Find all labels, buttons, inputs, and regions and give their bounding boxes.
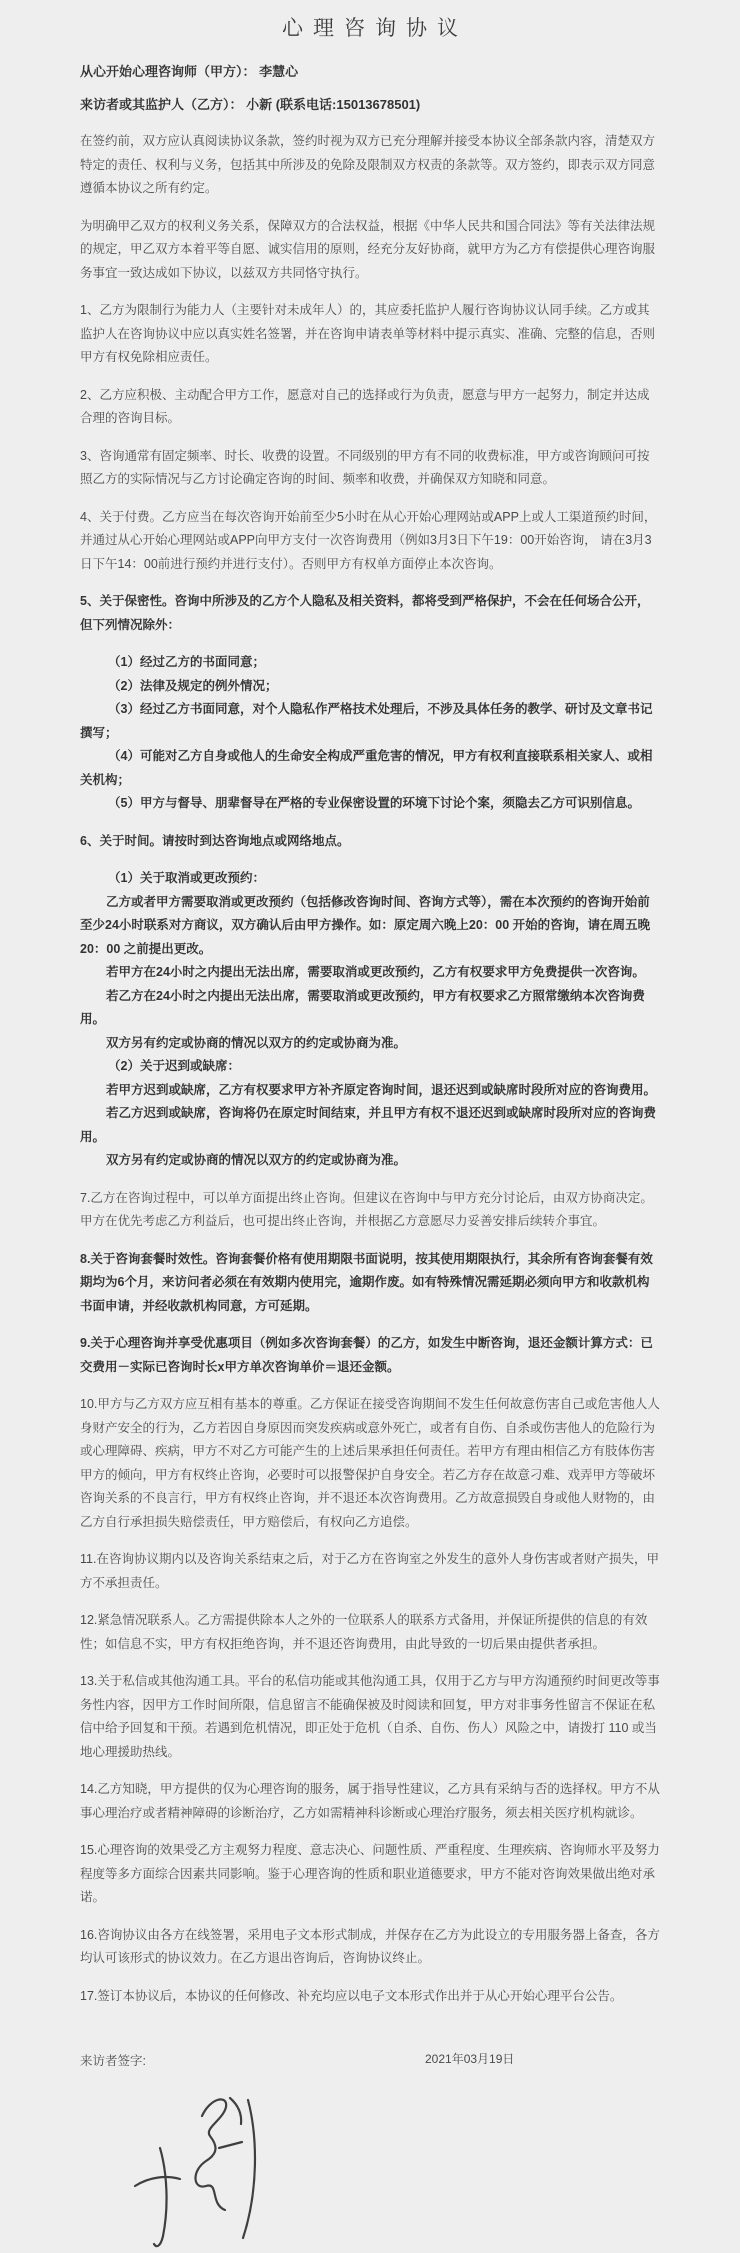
clause-12: 12.紧急情况联系人。乙方需提供除本人之外的一位联系人的联系方式备用，并保证所提供的信息的有效性；如信息不实，甲方有权拒绝咨询，并不退还咨询费用，由此导致的一切后果由提供者承担。 [80,1613,648,1651]
clause-8: 8.关于咨询套餐时效性。咨询套餐价格有使用期限书面说明，按其使用期限执行，其余所有咨询套餐有效期均为6个月，来访问者必须在有效期内使用完，逾期作废。如有特殊情况需延期必须向甲方和收款机构书面申请，并经收款机构同意，方可延期。 [80,1251,653,1313]
clause-15: 15.心理咨询的效果受乙方主观努力程度、意志决心、问题性质、严重程度、生理疾病、咨询师水平及努力程度等多方面综合因素共同影响。鉴于心理咨询的性质和职业道德要求，甲方不能对咨询效果做出绝对承诺。 [80,1843,660,1904]
clause-7: 7.乙方在咨询过程中，可以单方面提出终止咨询。但建议在咨询中与甲方充分讨论后，由双方协商决定。甲方在优先考虑乙方利益后，也可提出终止咨询，并根据乙方意愿尽力妥善安排后续转介事宜。 [80,1190,653,1228]
clause-1: 1、乙方为限制行为能力人（主要针对未成年人）的，其应委托监护人履行咨询协议认同手续。乙方或其监护人在咨询协议中应以真实姓名签署，并在咨询申请表单等材料中提示真实、准确、完整的信息，否则甲方有权免除相应责任。 [80,303,656,364]
signing-date: 2021年03月19日 [425,2052,515,2066]
intro-paragraph-2: 为明确甲乙双方的权利义务关系，保障双方的合法权益，根据《中华人民共和国合同法》等有关法律法规的规定，甲乙双方本着平等自愿、诚实信用的原则，经充分友好协商，就甲方为乙方有偿提供心理咨询服务事宜一致达成如下协议，以兹双方共同恪守执行。 [80,218,656,280]
clause-3: 3、咨询通常有固定频率、时长、收费的设置。不同级别的甲方有不同的收费标准，甲方或咨询顾问可按照乙方的实际情况与乙方讨论确定咨询的时间、频率和收费，并确保双方知晓和同意。 [80,448,650,486]
intro-paragraph-1: 在签约前，双方应认真阅读协议条款，签约时视为双方已充分理解并接受本协议全部条款内容，清楚双方特定的责任、权利与义务，包括其中所涉及的免除及限制双方权责的条款等。双方签约，即表示双方同意遵循本协议之所有约定。 [80,134,656,195]
signature-stroke [230,2098,241,2124]
clause-2: 2、乙方应积极、主动配合甲方工作，愿意对自己的选择或行为负责，愿意与甲方一起努力，制定并达成合理的咨询目标。 [80,387,650,425]
signature-stroke [243,2100,255,2238]
clause-5-items [80,651,660,816]
clause-17: 17.签订本协议后，本协议的任何修改、补充均应以电子文本形式作出并于从心开始心理平台公告。 [80,1988,623,2003]
clause-5-item-2: （2）法律及规定的例外情况； [108,678,278,693]
clause-5-item-1: （1）经过乙方的书面同意； [108,655,265,669]
clause-4: 4、关于付费。乙方应当在每次咨询开始前至少5小时在从心开始心理网站或APP上或人工渠道预约时间，并通过从心开始心理网站或APP向甲方支付一次咨询费用（例如3月3日下午19：00开始咨询， 请在3月3日下午14：00前进行预约并进行支付）。否则甲方有权单方面停止本次咨询。 [80,509,657,571]
clause-6-sub1-line-1: 乙方或者甲方需要取消或更改预约（包括修改咨询时间、咨询方式等），需在本次预约的咨询开始前至少24小时联系对方商议，双方确认后由甲方操作。如：原定周六晚上20：00 开始的咨询，请在周五晚 20：00 之前提出更改。 [80,894,651,956]
clause-9: 9.关于心理咨询并享受优惠项目（例如多次咨询套餐）的乙方，如发生中断咨询，退还金额计算方式：已交费用－实际已咨询时长x甲方单次咨询单价＝退还金额。 [80,1336,653,1374]
signature-stroke [219,2142,242,2148]
clause-13: 13.关于私信或其他沟通工具。平台的私信功能或其他沟通工具，仅用于乙方与甲方沟通预约时间更改等事务性内容，因甲方工作时间所限，信息留言不能确保被及时阅读和回复，甲方对非事务性留言不保证在私信中给予回复和干预。若遇到危机情况，即正处于危机（自杀、自伤、伤人）风险之中，请拨打 110 或当地心理援助热线。 [80,1674,660,1759]
clause-6-sub2-line-3: 双方另有约定或协商的情况以双方的约定或协商为准。 [106,1153,407,1167]
clause-5-head: 5、关于保密性。咨询中所涉及的乙方个人隐私及相关资料，都将受到严格保护，不会在任何场合公开，但下列情况除外： [80,594,650,632]
signature-label: 来访者签字: [80,2054,146,2068]
clause-5-item-5: （5）甲方与督导、朋辈督导在严格的专业保密设置的环境下讨论个案，须隐去乙方可识别信息。 [108,796,640,810]
clause-6-sub1-line-2: 若甲方在24小时之内提出无法出席，需要取消或更改预约，乙方有权要求甲方免费提供一次咨询。 [106,965,645,979]
party-b-line: 来访者或其监护人（乙方）： 小新 (联系电话:15013678501) [80,97,421,112]
page-title: 心理咨询协议 [282,17,468,40]
signature-stroke [135,2177,180,2186]
signature-stroke [195,2099,226,2210]
party-a-line: 从心开始心理咨询师（甲方）： 李慧心 [80,64,299,79]
clause-5-item-3: （3）经过乙方书面同意，对个人隐私作严格技术处理后，不涉及具体任务的教学、研讨及文章书记撰写； [80,702,653,740]
clause-5-item-4: （4）可能对乙方自身或他人的生命安全构成严重危害的情况，甲方有权利直接联系相关家人、或相关机构； [80,749,653,787]
clause-6-head: 6、关于时间。请按时到达咨询地点或网络地点。 [80,833,350,848]
clause-6-sub2-line-1: 若甲方迟到或缺席，乙方有权要求甲方补齐原定咨询时间，退还迟到或缺席时段所对应的咨询费用。 [106,1082,657,1097]
clause-11: 11.在咨询协议期内以及咨询关系结束之后，对于乙方在咨询室之外发生的意外人身伤害或者财产损失，甲方不承担责任。 [80,1552,659,1590]
clause-6-sub1-line-3: 若乙方在24小时之内提出无法出席，需要取消或更改预约，甲方有权要求乙方照常缴纳本次咨询费用。 [80,988,645,1026]
clause-16: 16.咨询协议由各方在线签署，采用电子文本形式制成，并保存在乙方为此设立的专用服务器上备查，各方均认可该形式的协议效力。在乙方退出咨询后，咨询协议终止。 [80,1927,660,1965]
clause-6-items [80,867,660,1173]
clause-6-sub2-head: （2）关于迟到或缺席： [108,1059,240,1073]
clause-6-sub1-line-4: 双方另有约定或协商的情况以双方的约定或协商为准。 [106,1035,407,1050]
clause-10: 10.甲方与乙方双方应互相有基本的尊重。乙方保证在接受咨询期间不发生任何故意伤害自己或危害他人人身财产安全的行为，乙方若因自身原因而突发疾病或意外死亡，或者有自伤、自杀或伤害他人的危险行为或心理障碍、疾病，甲方不对乙方可能产生的上述后果承担任何责任。若甲方有理由相信乙方有肢体伤害甲方的倾向，甲方有权终止咨询，必要时可以报警保护自身安全。若乙方存在故意刁难、戏弄甲方等破坏咨询关系的不良言行，甲方有权终止咨询，并不退还本次咨询费用。乙方故意损毁自身或他人财物的，由乙方自行承担损失赔偿责任，甲方赔偿后，有权向乙方追偿。 [80,1397,660,1529]
clause-6-sub2-line-2: 若乙方迟到或缺席，咨询将仍在原定时间结束，并且甲方有权不退还迟到或缺席时段所对应的咨询费用。 [80,1106,657,1144]
signature-stroke [154,2148,167,2246]
clause-14: 14.乙方知晓，甲方提供的仅为心理咨询的服务，属于指导性建议，乙方具有采纳与否的选择权。甲方不从事心理治疗或者精神障碍的诊断治疗，乙方如需精神科诊断或心理治疗服务，须去相关医疗机构就诊。 [80,1782,660,1820]
handwritten-signature [122,2088,282,2253]
clause-6-sub1-head: （1）关于取消或更改预约： [108,871,265,885]
